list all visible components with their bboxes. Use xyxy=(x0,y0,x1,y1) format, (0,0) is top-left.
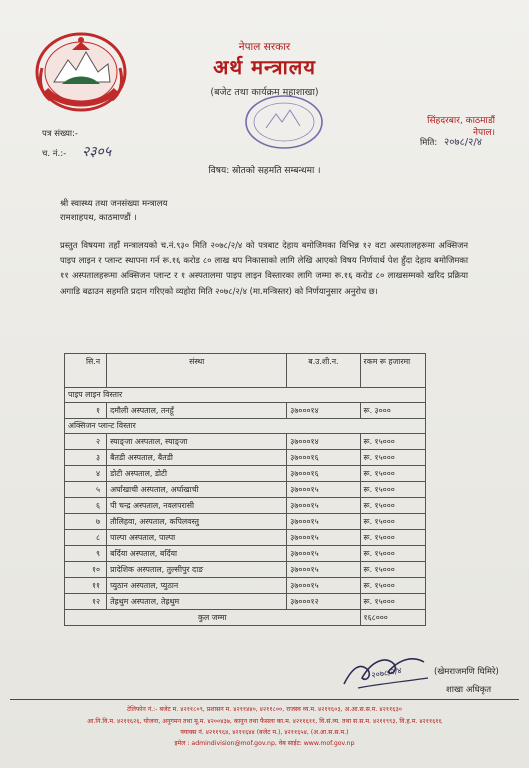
cell-amount: रू. १५००० xyxy=(360,434,425,450)
handwritten-signature xyxy=(338,648,436,694)
dispatch-number-value: २३०५ xyxy=(82,144,112,160)
dispatch-number-label: च. नं.:- xyxy=(42,149,67,159)
government-name: नेपाल सरकार xyxy=(238,41,291,53)
cell-amount: रू. १५००० xyxy=(360,562,425,578)
group-label: पाइप लाइन विस्तार xyxy=(65,388,426,403)
cell-budget-code: ३७०००१५ xyxy=(287,514,360,530)
cell-amount: रू. ३००० xyxy=(360,403,425,419)
cell-sn: ३ xyxy=(65,450,107,466)
cell-organization: स्याङ्जा अस्पताल, स्याङ्जा xyxy=(107,434,287,450)
total-value: १६८००० xyxy=(360,610,425,626)
cell-budget-code: ३७०००१२ xyxy=(287,594,360,610)
svg-text:२०७८/२/४: २०७८/२/४ xyxy=(370,665,403,680)
official-stamp xyxy=(242,92,326,152)
cell-budget-code: ३७०००१५ xyxy=(287,562,360,578)
table-row xyxy=(65,578,426,594)
total-label: कुल जम्मा xyxy=(65,610,361,626)
cell-amount: रू. १५००० xyxy=(360,530,425,546)
cell-budget-code: ३७०००१४ xyxy=(287,434,360,450)
cell-sn: १२ xyxy=(65,594,107,610)
cell-organization: डोटी अस्पताल, डोटी xyxy=(107,466,287,482)
cell-amount: रू. १५००० xyxy=(360,546,425,562)
footer-fax-line: फ्याक्स नं. ४२११९६४, ४२११६४४ (बजेट म.), ४२११६५४, (अ.आ.स.स.म.) xyxy=(180,729,349,736)
cell-organization: तौलिहवा, अस्पताल, कपिलवस्तु xyxy=(107,514,287,530)
division-name: (बजेट तथा कार्यक्रम महाशाखा) xyxy=(210,87,319,98)
table-header-row xyxy=(65,354,426,388)
cell-amount: रू. १५००० xyxy=(360,482,425,498)
header-organization: संस्था xyxy=(107,354,287,388)
signer-title: शाखा अधिकृत xyxy=(446,685,492,695)
cell-amount: रू. १५००० xyxy=(360,514,425,530)
table-row xyxy=(65,514,426,530)
cell-organization: पी चन्द्र अस्पताल, नवलपरासी xyxy=(107,498,287,514)
table-row xyxy=(65,546,426,562)
cell-amount: रू. १५००० xyxy=(360,578,425,594)
date-value: २०७८/२/४ xyxy=(444,137,482,148)
cell-amount: रू. १५००० xyxy=(360,498,425,514)
footer-phone-line1: टेलिफोन नं.:- बजेट म. ४२११८०९, प्रशासन म. ४२११४४०, ४२११८००, राजस्व व्य.म. ४२११६०३, अ.आ.स.स.म. ४२११६३० xyxy=(127,706,402,713)
group-row xyxy=(65,419,426,434)
cell-budget-code: ३७०००१४ xyxy=(287,403,360,419)
cell-amount: रू. १५००० xyxy=(360,594,425,610)
letter-number-label: पत्र संख्या:- xyxy=(42,129,79,139)
ministry-name: अर्थ मन्त्रालय xyxy=(213,55,316,79)
table-row xyxy=(65,403,426,419)
cell-sn: ६ xyxy=(65,498,107,514)
cell-budget-code: ३७०००१५ xyxy=(287,498,360,514)
date-label: मिति: xyxy=(420,138,438,148)
hospital-allocation-table xyxy=(64,353,426,626)
cell-budget-code: ३७०००१६ xyxy=(287,450,360,466)
table-row xyxy=(65,466,426,482)
table-row xyxy=(65,450,426,466)
cell-organization: तेह्रथुम अस्पताल, तेह्रथुम xyxy=(107,594,287,610)
footer-phone-line2: आ.नि.वि.म. ४२११६२६, योजना, अनुगमन तथा मू.म. ४२००४३७, कानुन तथा फैसला का.म. ४२११६११, वि.सं.व्य. तथा स.स.म. ४२११९९३, वि.ह.म. ४२११६१६ xyxy=(87,718,442,725)
cell-budget-code: ३७०००१५ xyxy=(287,530,360,546)
address-line1: सिंहदरबार, काठमाडौं xyxy=(427,116,495,126)
total-row xyxy=(65,610,426,626)
cell-sn: ७ xyxy=(65,514,107,530)
cell-organization: पाल्पा अस्पताल, पाल्पा xyxy=(107,530,287,546)
table-row xyxy=(65,562,426,578)
footer-divider xyxy=(10,699,519,700)
cell-sn: ५ xyxy=(65,482,107,498)
address-line2: नेपाल। xyxy=(473,128,495,138)
cell-sn: ११ xyxy=(65,578,107,594)
cell-sn: ८ xyxy=(65,530,107,546)
body-paragraph: प्रस्तुत विषयमा तहाँ मन्त्रालयको च.नं.९३० मिति २०७८/२/४ को पत्रबाट देहाय बमोजिमका विभिन्न १२ वटा अस्पतालहरूमा अक्सिजन पाइप लाइन र प्लान्ट स्थापना गर्न रू.१६ करोड ८० लाख थप निकासाको लागि लेखि आएको विषय निर्णयार्थ पेश हुँदा देहाय बमोजिमका ११ अस्पतालहरूमा अक्सिजन प्लान्ट र १ अस्पतालमा पाइप लाइन विस्तारका लागि जम्मा रू.१६ करोड ८० लाखसम्मको खरिद प्रक्रिया अगाडि बढाउन सहमति प्रदान गरिएको व्यहोरा मिति २०७८/२/४ (मा.मन्त्रिस्तर) को निर्णयानुसार अनुरोध छ। xyxy=(60,240,468,296)
cell-amount: रू. १५००० xyxy=(360,466,425,482)
group-label: अक्सिजन प्लान्ट विस्तार xyxy=(65,419,426,434)
table-row xyxy=(65,594,426,610)
cell-organization: अर्घाखाची अस्पताल, अर्घाखाची xyxy=(107,482,287,498)
cell-budget-code: ३७०००१६ xyxy=(287,466,360,482)
recipient-line1: श्री स्वास्थ्य तथा जनसंख्या मन्त्रालय xyxy=(60,199,168,209)
table-row xyxy=(65,434,426,450)
cell-sn: ९ xyxy=(65,546,107,562)
cell-sn: १ xyxy=(65,403,107,419)
cell-sn: २ xyxy=(65,434,107,450)
table-body xyxy=(65,388,426,626)
subject-line: विषय: स्रोतको सहमति सम्बन्धमा । xyxy=(208,166,321,176)
cell-sn: ४ xyxy=(65,466,107,482)
footer-contact-line: इमेल : admindivision@mof.gov.np, वेब साईट: www.mof.gov.np xyxy=(174,740,355,747)
cell-organization: प्युठान अस्पताल, प्युठान xyxy=(107,578,287,594)
header-budget-code: ब.उ.शी.न. xyxy=(287,354,360,388)
cell-sn: १० xyxy=(65,562,107,578)
group-row xyxy=(65,388,426,403)
cell-budget-code: ३७०००१५ xyxy=(287,546,360,562)
cell-organization: दमौली अस्पताल, तनहूँ xyxy=(107,403,287,419)
cell-organization: बैतडी अस्पताल, बैतडी xyxy=(107,450,287,466)
signer-name: (खेमराजमणि घिमिरे) xyxy=(434,667,499,677)
table-row xyxy=(65,498,426,514)
header-amount: रकम रू हजारमा xyxy=(360,354,425,388)
cell-amount: रू. १५००० xyxy=(360,450,425,466)
cell-budget-code: ३७०००१५ xyxy=(287,578,360,594)
table-row xyxy=(65,530,426,546)
cell-budget-code: ३७०००१५ xyxy=(287,482,360,498)
header-sn: सि.न xyxy=(65,354,107,388)
cell-organization: प्रादेशिक अस्पताल, तुल्सीपुर दाङ xyxy=(107,562,287,578)
table-row xyxy=(65,482,426,498)
recipient-line2: रामशाहपथ, काठमाण्डौं । xyxy=(60,213,137,223)
cell-organization: बर्दिया अस्पताल, बर्दिया xyxy=(107,546,287,562)
